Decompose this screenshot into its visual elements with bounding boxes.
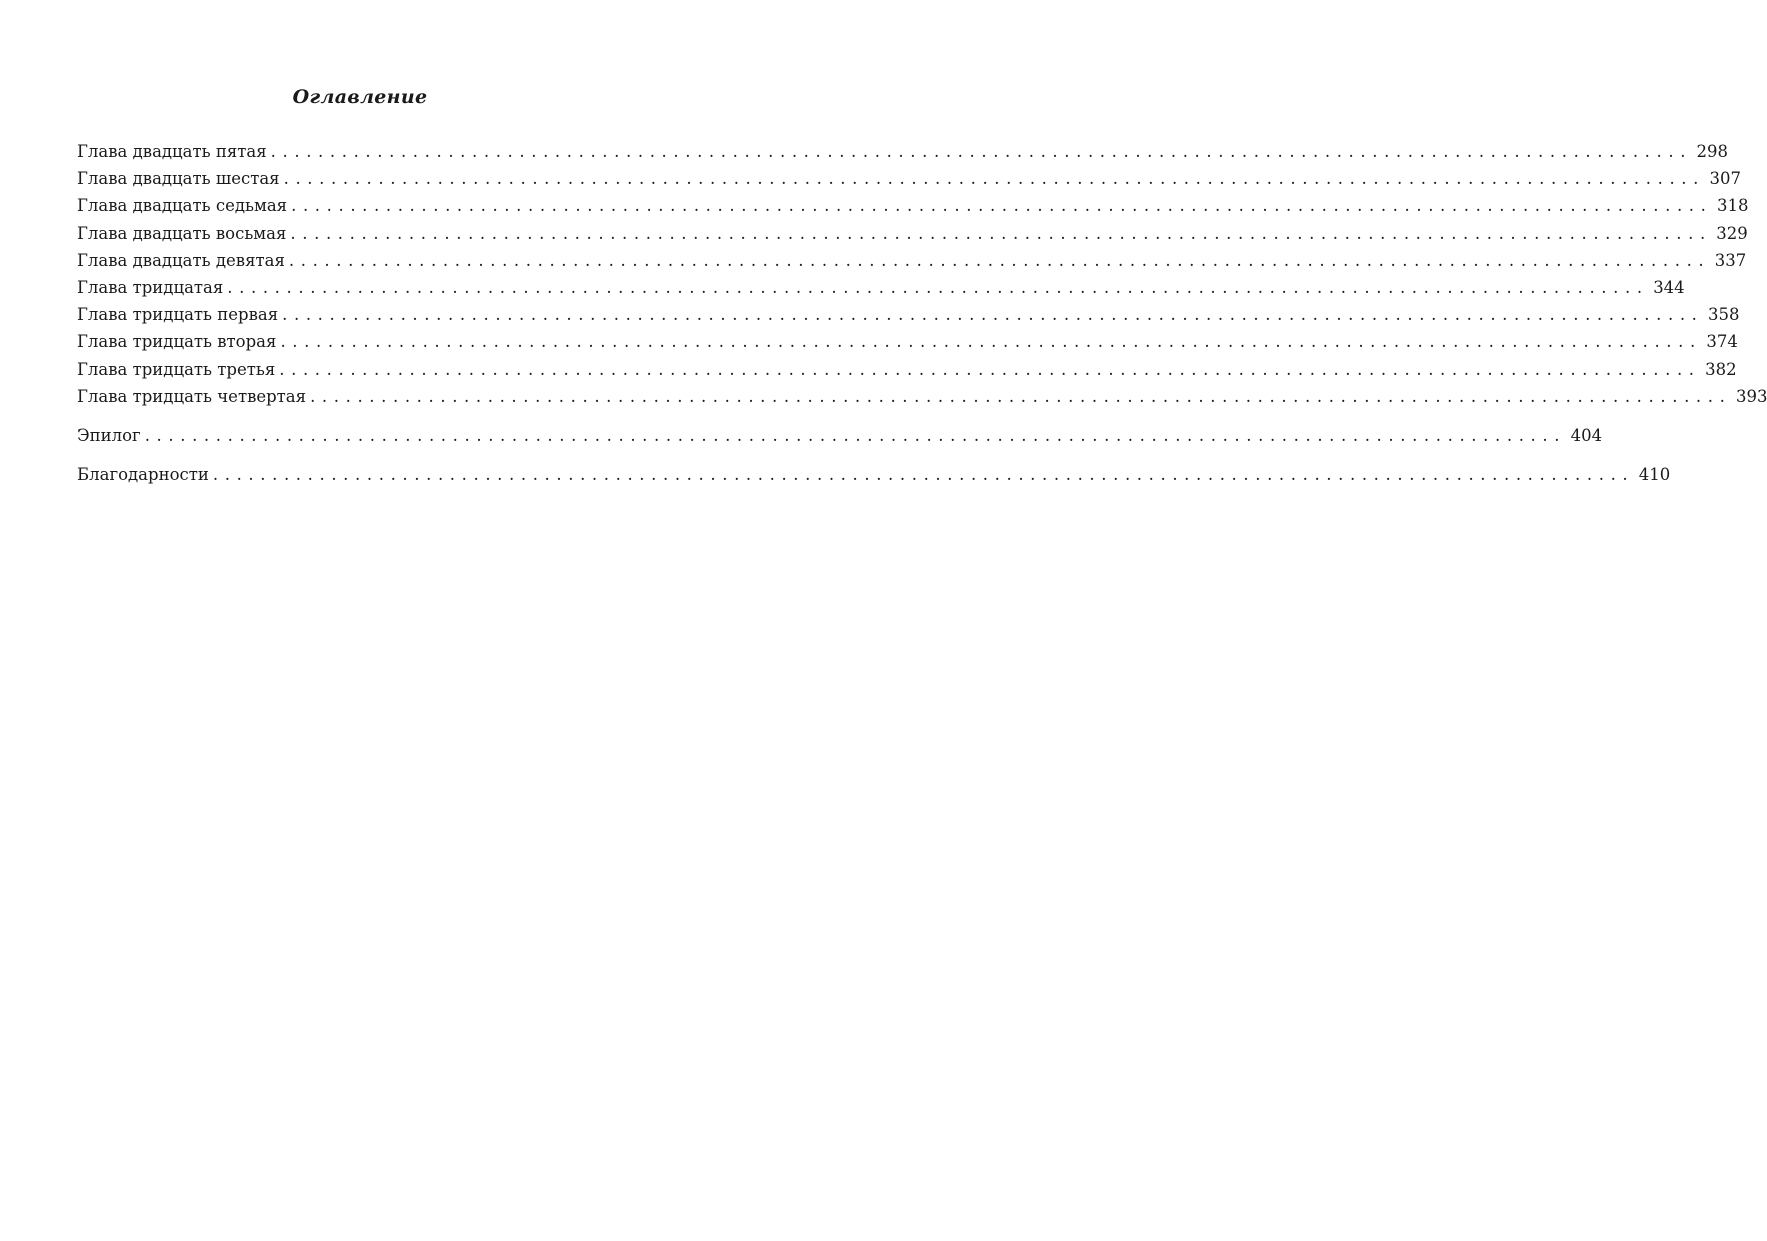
toc-entry-label: Благодарности (77, 465, 209, 485)
toc-entry-chapter-31 (77, 301, 1740, 328)
dot-leader: ........................................................................................................................ (290, 223, 1712, 243)
toc-entry-label: Глава двадцать шестая (77, 169, 280, 189)
dot-leader: ........................................................................................................................ (310, 386, 1732, 406)
dot-leader: ........................................................................................................................ (270, 142, 1693, 161)
toc-entry-chapter-30 (77, 274, 1685, 301)
toc-entry-label: Глава тридцать первая (77, 305, 279, 325)
toc-title: Оглавление (292, 86, 428, 108)
dot-leader: ........................................................................................................................ (279, 359, 1701, 379)
toc-entry-page-number: 329 (1716, 223, 1748, 243)
toc-entry-label: Глава двадцать девятая (77, 250, 285, 270)
toc-entry-chapter-27 (77, 192, 1749, 219)
dot-leader: ........................................................................................................................ (288, 250, 1711, 270)
dot-leader: ........................................................................................................................ (144, 425, 1567, 445)
toc-entry-chapter-28 (77, 220, 1748, 247)
toc-entry-page-number: 337 (1714, 250, 1747, 270)
toc-entry-page-number: 344 (1653, 277, 1685, 297)
dot-leader: ........................................................................................................................ (212, 465, 1635, 485)
dot-leader: ........................................................................................................................ (282, 305, 1704, 325)
toc-entry-page-number: 410 (1638, 465, 1671, 485)
toc-entry-chapter-25 (77, 138, 1729, 165)
toc-entry-chapter-29 (77, 247, 1747, 274)
toc-entry-chapter-32 (77, 328, 1738, 355)
toc-entry-label: Глава тридцатая (77, 277, 224, 297)
toc-entry-page-number: 298 (1696, 142, 1729, 161)
toc-entry-label: Глава двадцать пятая (77, 142, 267, 161)
toc-entry-chapter-33 (77, 356, 1737, 383)
toc-entry-acknowledgements (77, 461, 1671, 488)
toc-entry-page-number: 358 (1708, 305, 1740, 325)
toc-entry-page-number: 393 (1735, 386, 1767, 406)
dot-leader: ........................................................................................................................ (227, 277, 1649, 297)
toc-entry-label: Глава тридцать четвертая (77, 386, 307, 406)
toc-entry-page-number: 404 (1570, 425, 1603, 445)
toc-entry-chapter-26 (77, 165, 1741, 192)
dot-leader: ........................................................................................................................ (283, 169, 1705, 189)
toc-entry-page-number: 374 (1706, 332, 1738, 352)
toc-entry-page-number: 307 (1709, 169, 1741, 189)
toc-entry-label: Глава двадцать седьмая (77, 196, 288, 216)
toc-entry-page-number: 382 (1705, 359, 1737, 379)
toc-entry-epilogue (77, 422, 1603, 449)
toc-entry-label: Глава тридцать третья (77, 359, 276, 379)
toc-entry-page-number: 318 (1716, 196, 1749, 216)
toc-entry-chapter-34 (77, 383, 1767, 410)
dot-leader: ........................................................................................................................ (280, 332, 1702, 352)
toc-entry-label: Глава тридцать вторая (77, 332, 277, 352)
table-of-contents (77, 138, 1767, 488)
toc-entry-label: Эпилог (77, 425, 141, 445)
dot-leader: ........................................................................................................................ (291, 196, 1713, 216)
toc-entry-label: Глава двадцать восьмая (77, 223, 287, 243)
